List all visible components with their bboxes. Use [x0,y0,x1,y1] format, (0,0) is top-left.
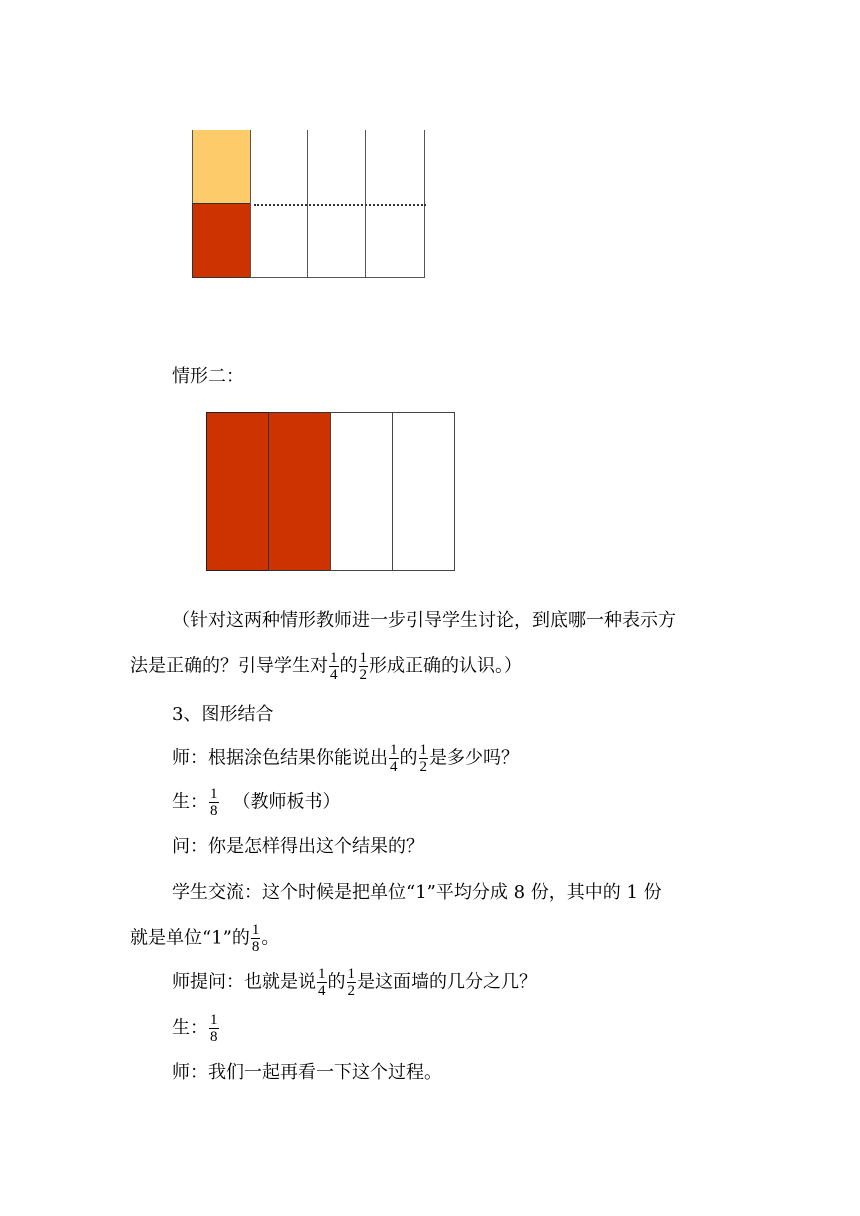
fraction-one-eighth: $\frac{1}{8}$ [210,786,218,819]
dialog-2-text-b: （教师板书） [232,791,341,813]
dialog-4-line-2 [130,922,279,955]
figure-2-column-3 [330,412,393,571]
dialog-6-text-a: 生： [172,1017,208,1039]
dialog-2 [172,786,341,819]
dialog-6 [172,1012,220,1045]
dialog-4-text-b: 。 [261,927,280,949]
dialog-1-text-a: 师：根据涂色结果你能说出 [172,747,388,769]
fraction-one-half: $\frac{1}{2}$ [347,966,355,999]
figure-1-cell-bottom-left [192,203,251,278]
paragraph-1-line-1: （针对这两种情形教师进一步引导学生讨论，到底哪一种表示方 [172,610,676,631]
dialog-1-text-c: 是多少吗？ [429,747,519,769]
fraction-one-eighth: $\frac{1}{8}$ [210,1012,218,1045]
dialog-5-text-a: 师提问：也就是说 [172,971,316,993]
dialog-4-text-a: 就是单位“1”的 [130,927,250,949]
dialog-5 [172,966,537,999]
dialog-5-text-b: 的 [327,971,346,993]
figure-1 [192,130,426,278]
dialog-2-text-a: 生： [172,791,208,813]
fraction-one-quarter: $\frac{1}{4}$ [318,966,326,999]
dialog-3: 问：你是怎样得出这个结果的？ [172,836,424,857]
dialog-5-text-c: 是这面墙的几分之几？ [357,971,537,993]
dialog-1-text-b: 的 [399,747,418,769]
fraction-one-quarter: $\frac{1}{4}$ [390,742,398,775]
paragraph-1-text-b: 的 [339,655,358,677]
figure-1-column-divider-0 [250,130,251,278]
figure-2-column-4 [392,412,455,571]
fraction-one-quarter: $\frac{1}{4}$ [330,650,338,683]
situation-2-label: 情形二： [172,366,244,387]
paragraph-1-line-2 [130,650,522,683]
fraction-one-eighth: $\frac{1}{8}$ [251,922,260,955]
figure-2 [206,412,455,571]
dialog-4-line-1: 学生交流：这个时候是把单位“1”平均分成 8 份，其中的 1 份 [172,882,662,903]
paragraph-1-text-c: 形成正确的认识。） [369,655,522,677]
fraction-one-half: $\frac{1}{2}$ [419,742,427,775]
section-3-heading: 3、图形结合 [172,704,274,725]
paragraph-1-text-a: 法是正确的？引导学生对 [130,655,328,677]
figure-2-column-2 [268,412,331,571]
figure-1-cell-top-left [192,130,251,204]
fraction-one-half: $\frac{1}{2}$ [359,650,367,683]
figure-2-column-1 [206,412,269,571]
dialog-7: 师：我们一起再看一下这个过程。 [172,1062,442,1083]
figure-1-bottom-border [250,277,425,278]
dialog-1 [172,742,519,775]
figure-1-dotted-half-line [254,204,426,206]
